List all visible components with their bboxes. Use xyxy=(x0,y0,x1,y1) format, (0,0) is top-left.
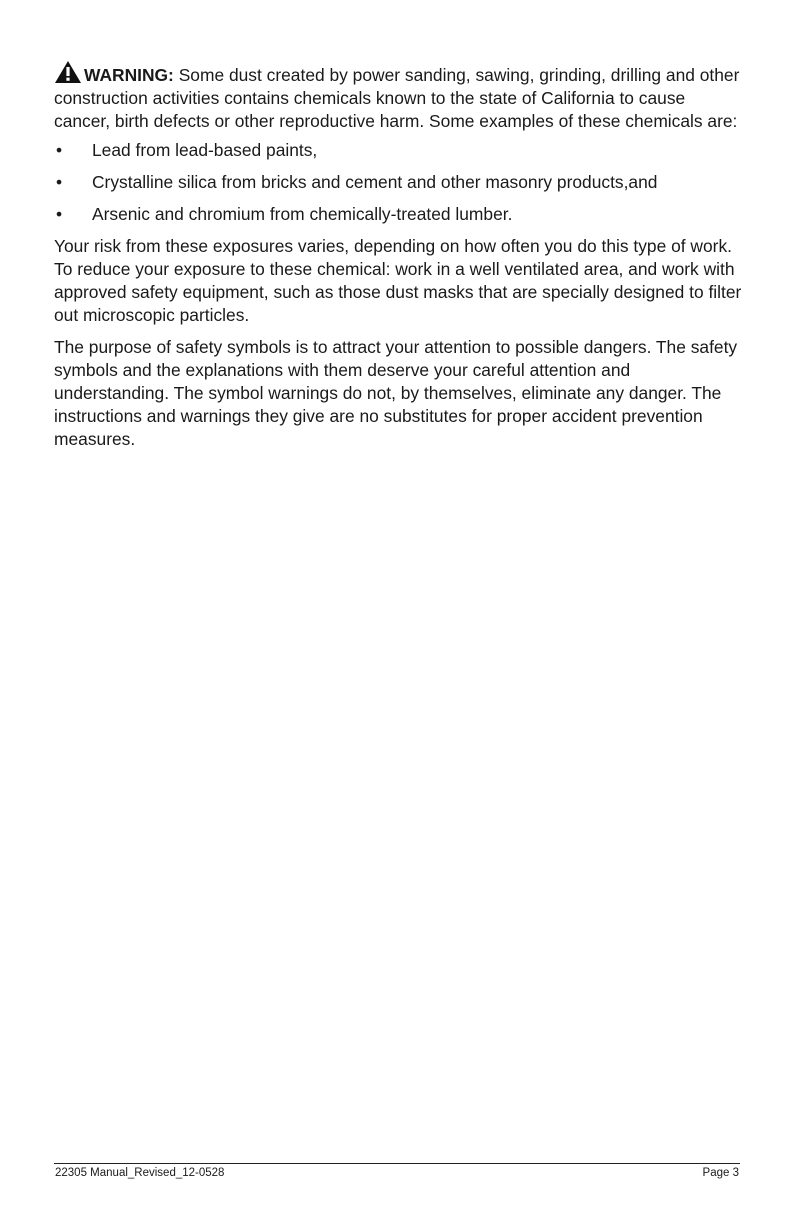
safety-symbols-paragraph: The purpose of safety symbols is to attract your attention to possible dangers. The safety symbols and the explanations with them deserve your careful attention and understanding. The symbol warnings do not, by themselves, eliminate any danger. The instructions and warnings they give are no substitutes for proper accident prevention measures. xyxy=(54,337,738,449)
warning-label: WARNING: xyxy=(84,65,174,85)
list-item: • Crystalline silica from bricks and cement and other masonry products,and xyxy=(54,171,744,194)
exposure-risk-paragraph: Your risk from these exposures varies, depending on how often you do this type of work. To reduce your exposure to these chemical: work in a well ventilated area, and work with approved safety equipment, such as those dust masks that are specially designed to filter out microscopic particles. xyxy=(54,236,742,325)
chemical-list xyxy=(54,139,744,226)
footer-divider xyxy=(54,1163,740,1164)
warning-triangle-icon xyxy=(54,60,82,84)
page-content xyxy=(54,60,744,460)
warning-paragraph xyxy=(54,60,744,133)
footer-document-id: 22305 Manual_Revised_12-0528 xyxy=(55,1167,225,1179)
footer-page-number: Page 3 xyxy=(702,1167,739,1179)
warning-text: Some dust created by power sanding, sawing, grinding, drilling and other construction activities contains chemicals known to the state of California to cause cancer, birth defects or other reproductive harm. Some examples of these chemicals are: xyxy=(54,65,740,131)
list-item: • Arsenic and chromium from chemically-treated lumber. xyxy=(54,203,744,226)
list-item: • Lead from lead-based paints, xyxy=(54,139,744,162)
